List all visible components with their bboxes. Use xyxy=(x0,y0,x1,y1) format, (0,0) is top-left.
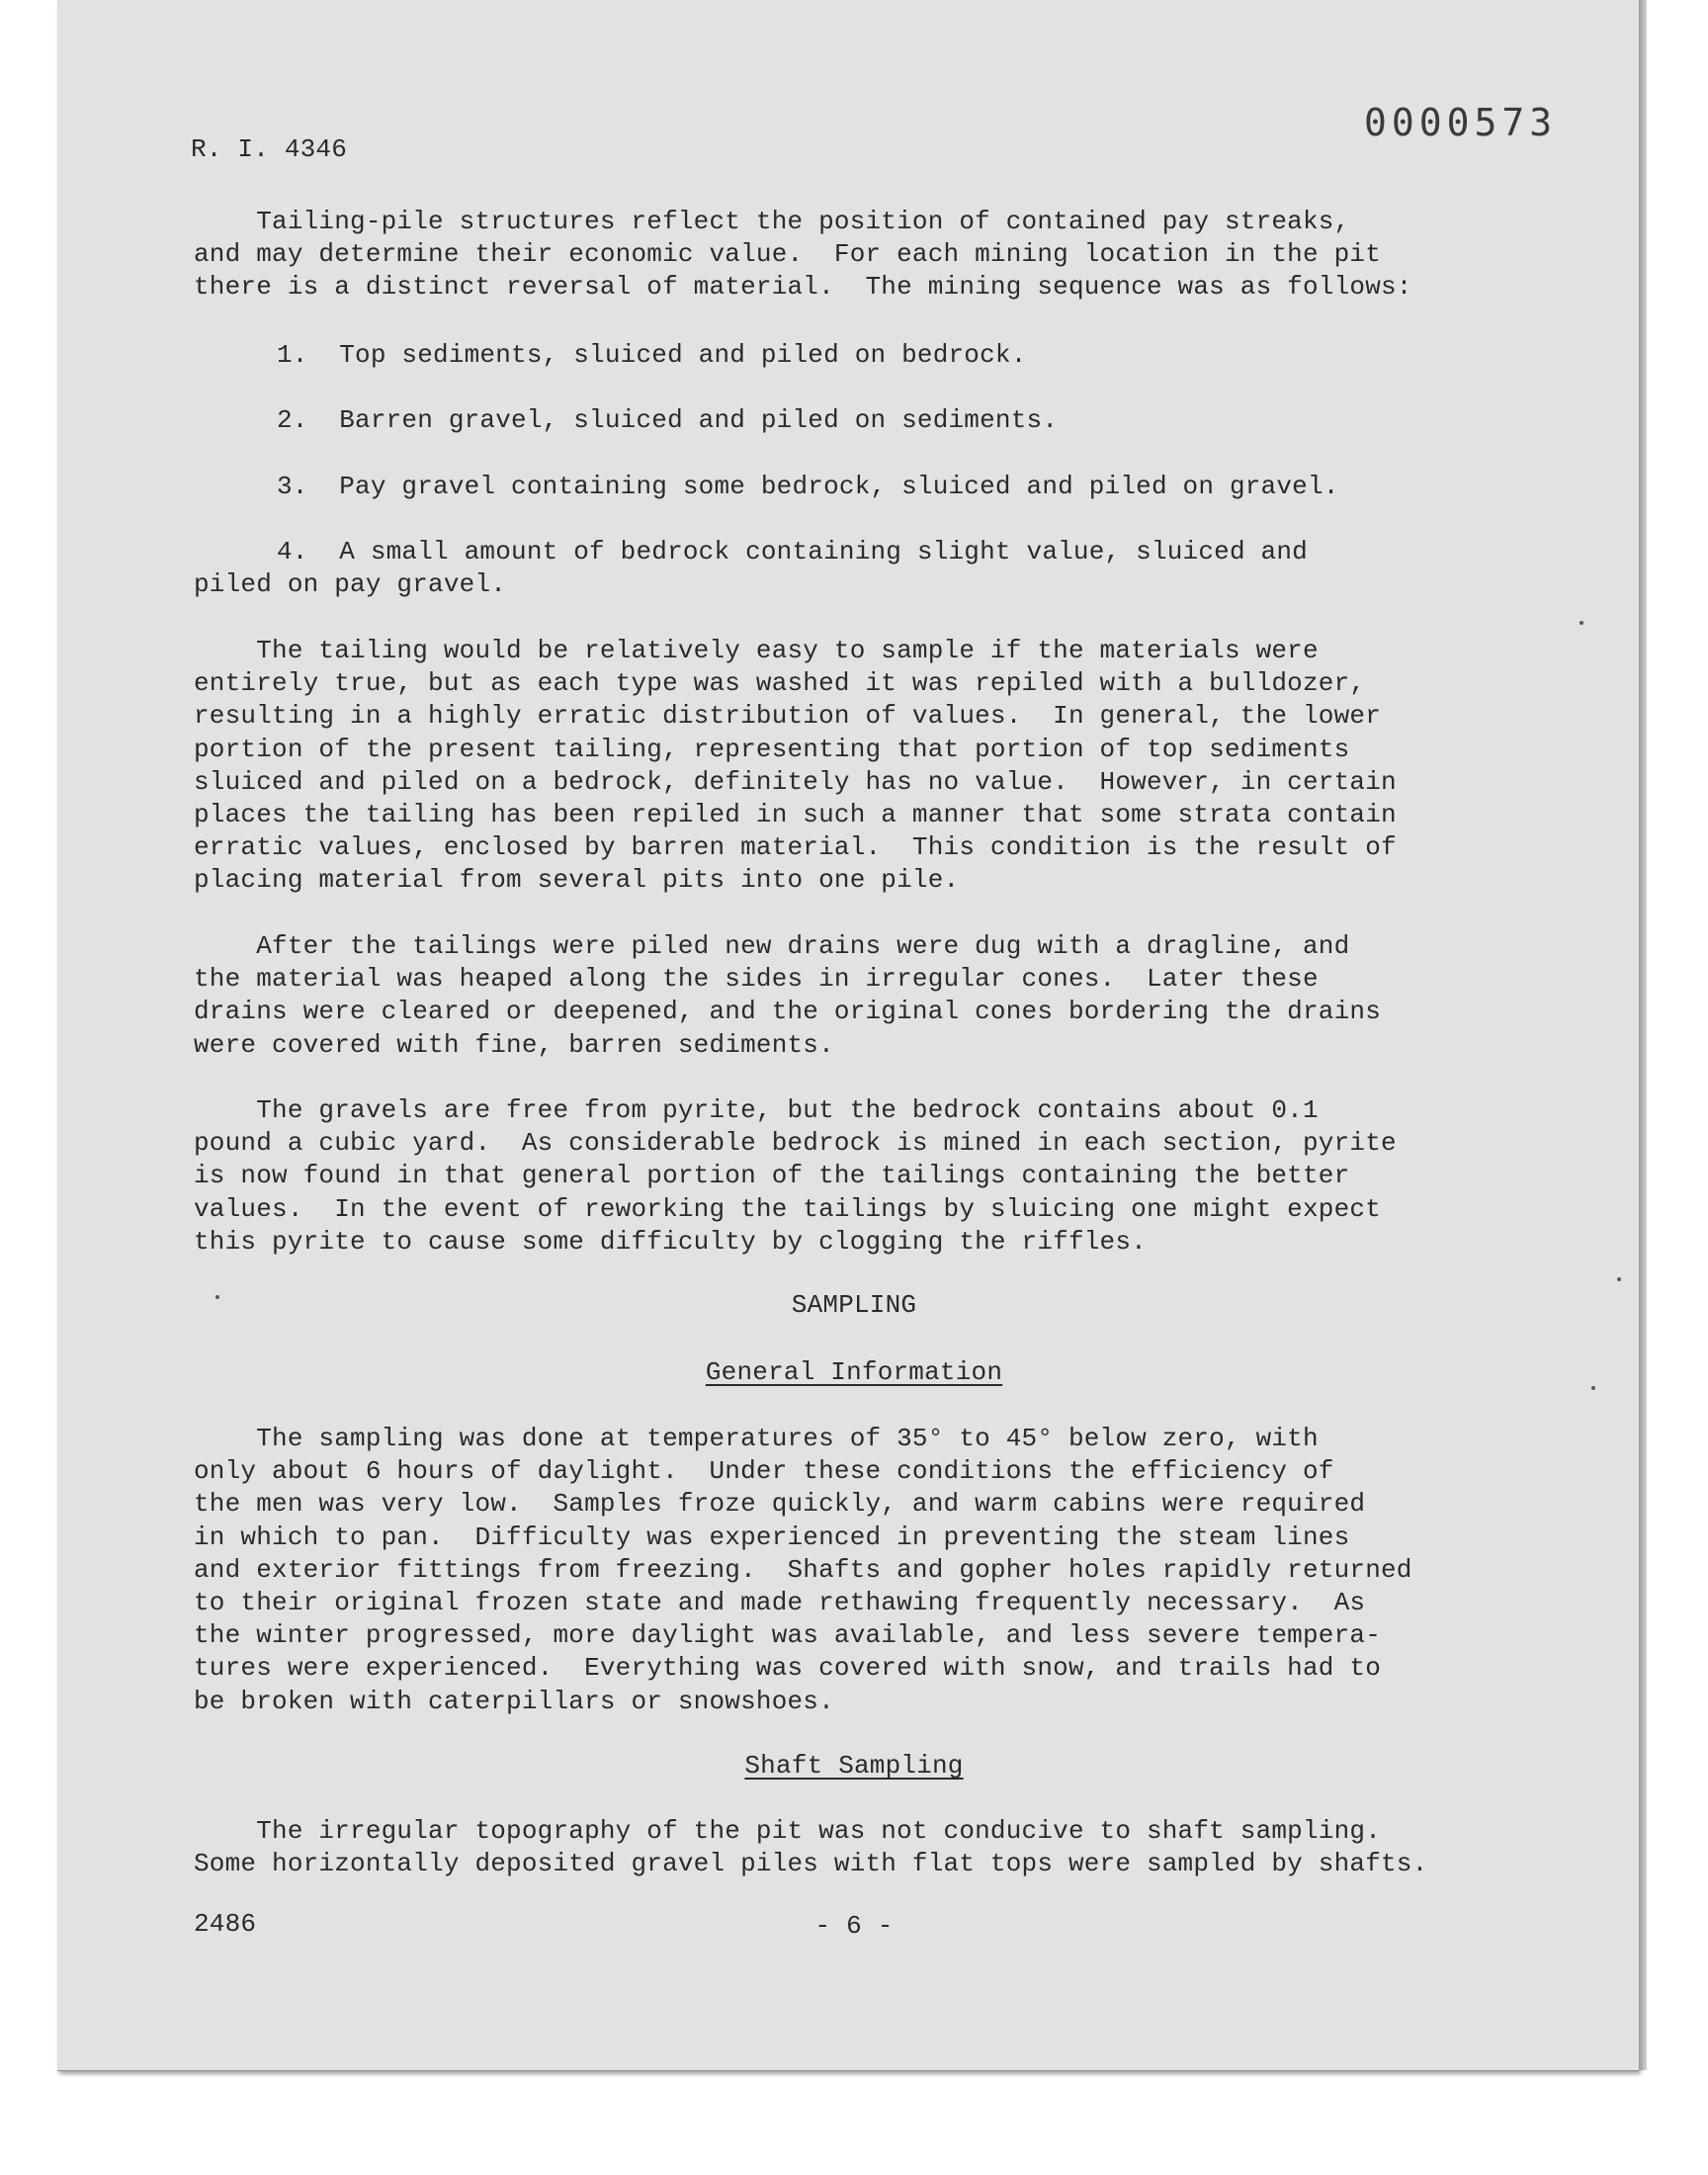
list-item-2: 2. Barren gravel, sluiced and piled on sediments. xyxy=(277,405,1059,435)
list-item-3: 3. Pay gravel containing some bedrock, sluiced and piled on gravel. xyxy=(277,472,1339,501)
paragraph-pyrite: The gravels are free from pyrite, but the bedrock contains about 0.1 pound a cubic yard. As considerable bedrock is mined in each section, pyrite is now found in that general portion of the tailings containing the better values. In the event of reworking the tailings by sluicing one might expect this pyrite to cause some difficulty by clogging the riffles. xyxy=(194,1095,1397,1257)
list-item-4-continuation: piled on pay gravel. xyxy=(194,569,507,599)
page-number: - 6 - xyxy=(814,1911,894,1941)
paragraph-tailing-structures: Tailing-pile structures reflect the position of contained pay streaks, and may determine their economic value. For each mining location in the pit there is a distinct reversal of material. The mining sequence was as follows: xyxy=(194,207,1412,303)
subheading-shaft-sampling xyxy=(0,1750,1708,1783)
report-number: R. I. 4346 xyxy=(191,134,348,164)
subheading-shaft-sampling-text: Shaft Sampling xyxy=(744,1751,964,1781)
paragraph-sampling-difficulty: The tailing would be relatively easy to sample if the materials were entirely true, but as each type was washed it was repiled with a bulldozer, resulting in a highly erratic distribution of values. In general, the lower portion of the present tailing, representing that portion of top sediments sluiced and piled on a bedrock, definitely has no value. However, in certain places the tailing has been repiled in such a manner that some strata contain erratic values, enclosed by barren material. This condition is the result of placing material from several pits into one pile. xyxy=(194,636,1397,896)
document-id-stamp: 0000573 xyxy=(1364,101,1558,144)
paper-speck xyxy=(215,1295,219,1299)
subheading-general-information-text: General Information xyxy=(705,1357,1003,1387)
paragraph-drains: After the tailings were piled new drains were dug with a dragline, and the material was heaped along the sides in irregular cones. Later these drains were cleared or deepened, and the original cones bordering the drains were covered with fine, barren sediments. xyxy=(194,931,1381,1060)
paper-speck xyxy=(1591,1386,1595,1390)
paper-speck xyxy=(1617,1277,1621,1281)
list-item-1: 1. Top sediments, sluiced and piled on bedrock. xyxy=(277,340,1027,370)
section-heading-sampling: SAMPLING xyxy=(791,1290,917,1320)
paragraph-shaft-sampling: The irregular topography of the pit was not conducive to shaft sampling. Some horizontally deposited gravel piles with flat tops were sampled by shafts. xyxy=(194,1816,1428,1879)
paper-speck xyxy=(1580,621,1583,625)
list-item-4: 4. A small amount of bedrock containing slight value, sluiced and xyxy=(277,537,1308,566)
subheading-general-information xyxy=(0,1356,1708,1389)
paragraph-general-information: The sampling was done at temperatures of 35° to 45° below zero, with only about 6 hours of daylight. Under these conditions the efficiency of the men was very low. Samples froze quickly, and warm cabins were required in which to pan. Difficulty was experienced in preventing the steam lines and exterior fittings from freezing. Shafts and gopher holes rapidly returned to their original frozen state and made rethawing frequently necessary. As the winter progressed, more daylight was available, and less severe tempera- tures were experienced. Everything was covered with snow, and trails had to be broken with caterpillars or snowshoes. xyxy=(194,1424,1412,1716)
footer-code: 2486 xyxy=(194,1909,257,1939)
